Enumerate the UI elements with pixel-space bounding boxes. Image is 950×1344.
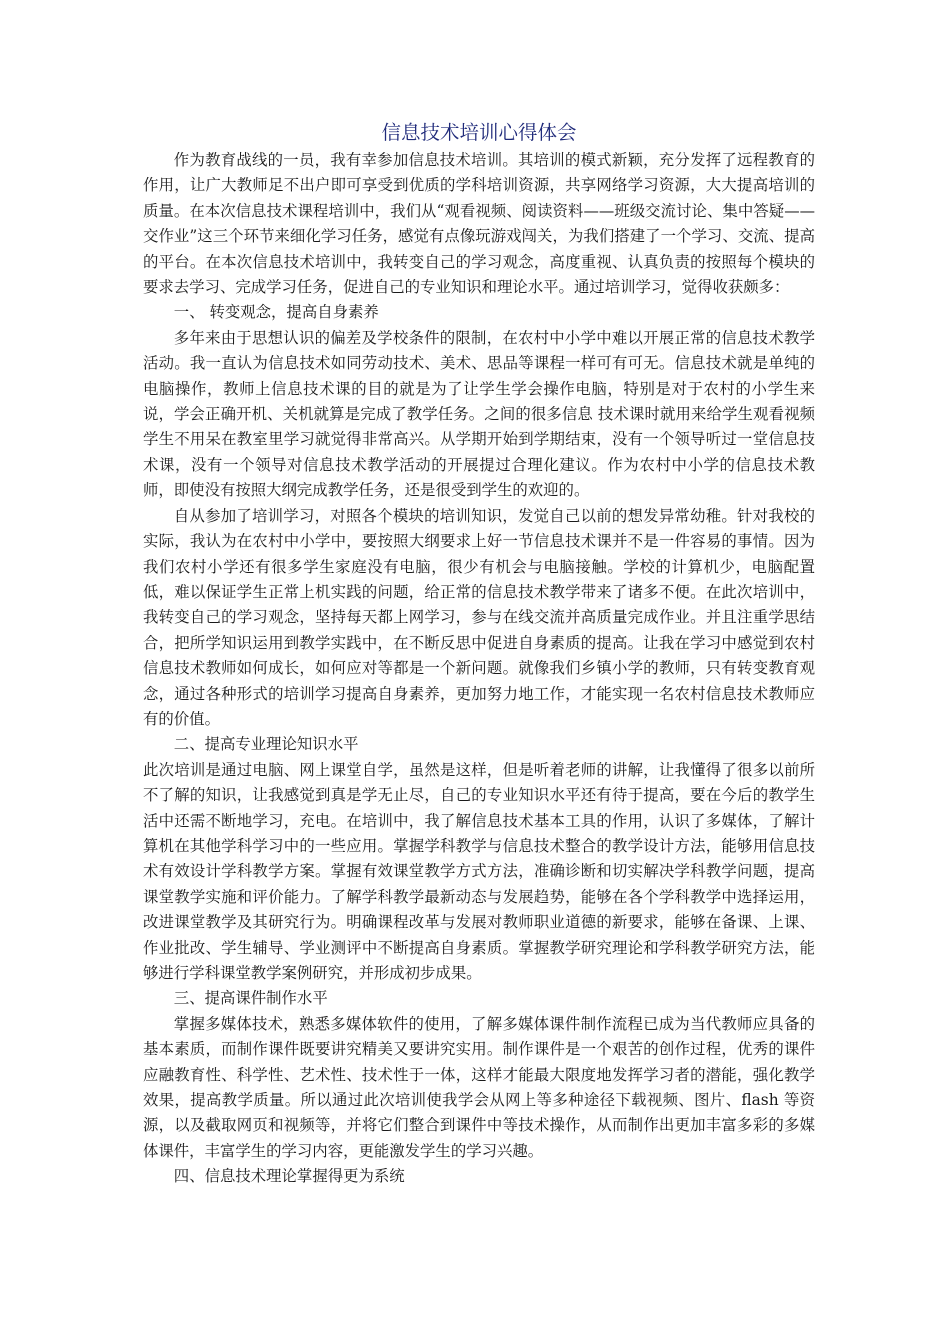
section-heading-4: 四、信息技术理论掌握得更为系统 (173, 1167, 405, 1186)
section2-paragraph-1: 此次培训是通过电脑、网上课堂自学，虽然是这样，但是听着老师的讲解，让我懂得了很多以前所不了解的知识，让我感觉到真是学无止尽，自己的专业知识水平还有待于提高，要在今后的教学生活中还需不断地学习，充电。在培训中，我了解信息技术基本工具的作用，认识了多媒体，了解计算机在其他学科学习中的一些应用。掌握学科教学与信息技术整合的教学设计方法，能够用信息技术有效设计学科教学方案。掌握有效课堂教学方式方法，准确诊断和切实解决学科教学问题，提高课堂教学实施和评价能力。了解学科教学最新动态与发展趋势，能够在各个学科教学中选择运用，改进课堂教学及其研究行为。明确课程改革与发展对教师职业道德的新要求，能够在备课、上课、作业批改、学生辅导、学业测评中不断提高自身素质。掌握教学研究理论和学科教学研究方法，能够进行学科课堂教学案例研究，并形成初步成果。 (143, 760, 815, 982)
section-heading-3: 三、提高课件制作水平 (173, 989, 328, 1008)
section-heading-1: 一、 转变观念，提高自身素养 (173, 303, 379, 322)
intro-paragraph: 作为教育战线的一员，我有幸参加信息技术培训。其培训的模式新颖，充分发挥了远程教育的作用，让广大教师足不出户即可享受到优质的学科培训资源，共享网络学习资源，大大提高培训的质量。在本次信息技术课程培训中，我们从“观看视频、阅读资料——班级交流讨论、集中答疑——交作业”这三个环节来细化学习任务，感觉有点像玩游戏闯关，为我们搭建了一个学习、交流、提高的平台。在本次信息技术培训中，我转变自己的学习观念，高度重视、认真负责的按照每个模块的要求去学习、完成学习任务，促进自己的专业知识和理论水平。通过培训学习，觉得收获颇多： (143, 151, 815, 297)
document-page (143, 118, 815, 1190)
section1-paragraph-1: 多年来由于思想认识的偏差及学校条件的限制，在农村中小学中难以开展正常的信息技术教学活动。我一直认为信息技术如同劳动技术、美术、思品等课程一样可有可无。信息技术就是单纯的电脑操作，教师上信息技术课的目的就是为了让学生学会操作电脑，特别是对于农村的小学生来说，学会正确开机、关机就算是完成了教学任务。之间的很多信息 技术课时就用来给学生观看视频学生不用呆在教室里学习就觉得非常高兴。从学期开始到学期结束，没有一个领导听过一堂信息技术课，没有一个领导对信息技术教学活动的开展提过合理化建议。作为农村中小学的信息技术教师，即使没有按照大纲完成教学任务，还是很受到学生的欢迎的。 (143, 328, 815, 500)
section-heading-2: 二、提高专业理论知识水平 (173, 735, 359, 754)
section1-paragraph-2: 自从参加了培训学习，对照各个模块的培训知识，发觉自己以前的想发异常幼稚。针对我校的实际，我认为在农村中小学中，要按照大纲要求上好一节信息技术课并不是一件容易的事情。因为我们农村小学还有很多学生家庭没有电脑，很少有机会与电脑接触。学校的计算机少，电脑配置低，难以保证学生正常上机实践的问题，给正常的信息技术教学带来了诸多不便。在此次培训中，我转变自己的学习观念，坚持每天都上网学习，参与在线交流并高质量完成作业。并且注重学思结合，把所学知识运用到教学实践中，在不断反思中促进自身素质的提高。让我在学习中感觉到农村信息技术教师如何成长，如何应对等都是一个新问题。就像我们乡镇小学的教师，只有转变教育观念，通过各种形式的培训学习提高自身素养，更加努力地工作，才能实现一名农村信息技术教师应有的价值。 (143, 506, 815, 728)
document-title: 信息技术培训心得体会 (381, 121, 577, 144)
section3-paragraph-1: 掌握多媒体技术，熟悉多媒体软件的使用，了解多媒体课件制作流程已成为当代教师应具备的基本素质，而制作课件既要讲究精美又要讲究实用。制作课件是一个艰苦的创作过程，优秀的课件应融教育性、科学性、艺术性、技术性于一体，这样才能最大限度地发挥学习者的潜能，强化教学效果，提高教学质量。所以通过此次培训使我学会从网上等多种途径下载视频、图片、flash 等资源，以及截取网页和视频等，并将它们整合到课件中等技术操作，从而制作出更加丰富多彩的多媒体课件，丰富学生的学习内容，更能激发学生的学习兴趣。 (143, 1014, 815, 1160)
